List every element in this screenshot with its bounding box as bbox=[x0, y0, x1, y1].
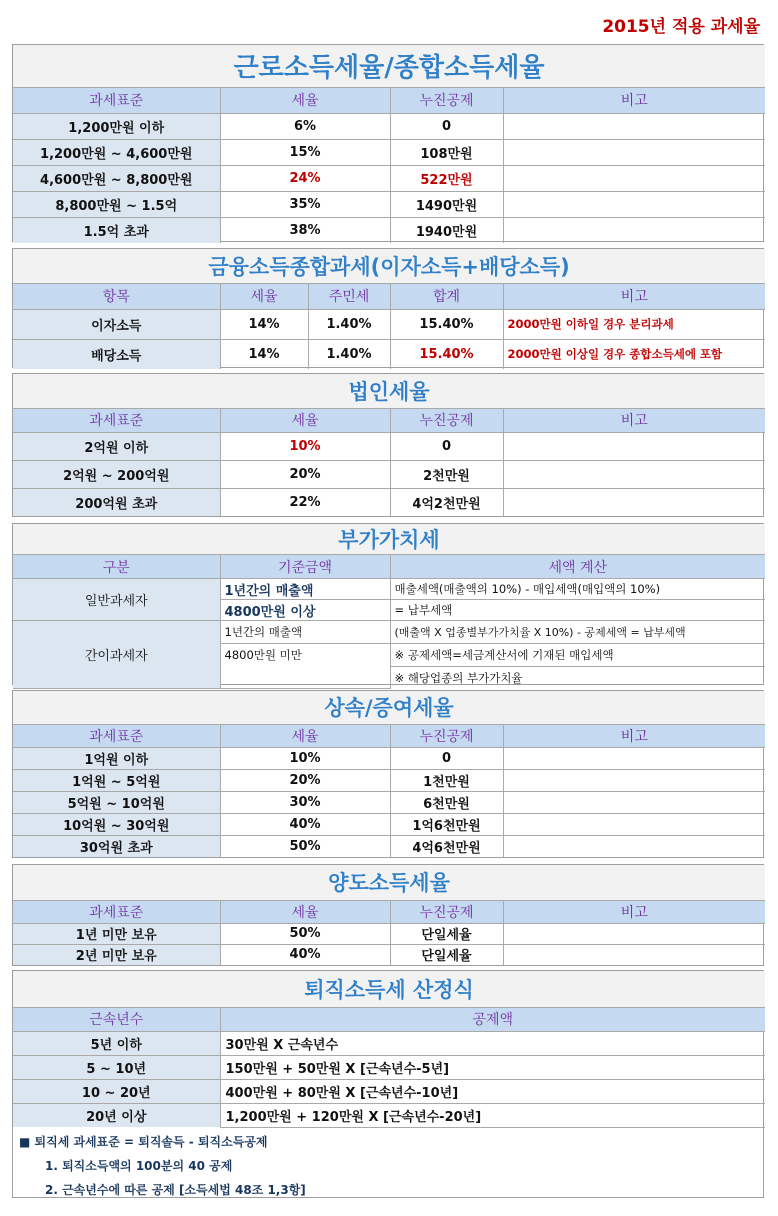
tax-note bbox=[503, 113, 765, 139]
table-row bbox=[13, 460, 765, 488]
tax-note bbox=[503, 944, 765, 965]
tax-deduction: 108만원 bbox=[390, 139, 503, 165]
tax-base: 2년 미만 보유 bbox=[13, 944, 220, 965]
tax-note bbox=[503, 165, 765, 191]
vat-calc: 매출세액(매출액의 10%) - 매입세액(매입액의 10%) bbox=[390, 579, 765, 600]
tax-rate: 40% bbox=[220, 944, 390, 965]
deduction-formula: 400만원 + 80만원 X [근속년수-10년] bbox=[220, 1079, 765, 1103]
col-header: 세율 bbox=[220, 724, 390, 747]
vat-calc: ※ 공제세액=세금계산서에 기재된 매입세액 bbox=[390, 644, 765, 667]
tax-base: 5억원 ~ 10억원 bbox=[13, 791, 220, 813]
tax-rate: 6% bbox=[220, 113, 390, 139]
col-header: 비고 bbox=[503, 87, 765, 113]
corporate-tax-section bbox=[12, 373, 764, 517]
tax-rate: 20% bbox=[220, 460, 390, 488]
col-header: 세율 bbox=[220, 408, 390, 432]
col-header: 과세표준 bbox=[13, 900, 220, 923]
tax-note bbox=[503, 432, 765, 460]
note-line: 2. 근속년수에 따른 공제 [소득세법 48조 1,3항] bbox=[45, 1182, 306, 1197]
table-row bbox=[13, 309, 765, 339]
vat-table bbox=[13, 524, 765, 689]
vat-calc: = 납부세액 bbox=[390, 600, 765, 621]
tax-rate: 35% bbox=[220, 191, 390, 217]
tax-note bbox=[503, 139, 765, 165]
corporate-tax-title: 법인세율 bbox=[13, 374, 765, 408]
retirement-tax-table bbox=[13, 971, 765, 1128]
tax-rate: 40% bbox=[220, 813, 390, 835]
tax-note bbox=[503, 813, 765, 835]
col-header: 구분 bbox=[13, 555, 220, 579]
inheritance-tax-section bbox=[12, 690, 764, 858]
tax-rate: 15% bbox=[220, 139, 390, 165]
retirement-notes bbox=[13, 1128, 763, 1204]
col-header: 항목 bbox=[13, 283, 220, 309]
service-years: 10 ~ 20년 bbox=[13, 1079, 220, 1103]
inheritance-tax-table bbox=[13, 691, 765, 857]
tax-base: 1,200만원 이하 bbox=[13, 113, 220, 139]
table-row bbox=[13, 139, 765, 165]
service-years: 5 ~ 10년 bbox=[13, 1055, 220, 1079]
vat-calc: (매출액 X 업종별부가가치율 X 10%) - 공제세액 = 납부세액 bbox=[390, 621, 765, 644]
table-row bbox=[13, 191, 765, 217]
vat-simplified-label: 간이과세자 bbox=[13, 621, 220, 689]
col-header: 누진공제 bbox=[390, 87, 503, 113]
tax-deduction: 2천만원 bbox=[390, 460, 503, 488]
tax-deduction: 0 bbox=[390, 113, 503, 139]
retirement-tax-section bbox=[12, 970, 764, 1198]
tax-note bbox=[503, 769, 765, 791]
vat-section bbox=[12, 523, 764, 685]
col-header: 합계 bbox=[390, 283, 503, 309]
col-header: 세액 계산 bbox=[390, 555, 765, 579]
table-row bbox=[13, 1103, 765, 1127]
inheritance-tax-title: 상속/증여세율 bbox=[13, 691, 765, 724]
total-rate: 15.40% bbox=[390, 309, 503, 339]
vat-criteria: 4800만원 미만 bbox=[220, 644, 390, 689]
note-line: 1. 퇴직소득액의 100분의 40 공제 bbox=[45, 1158, 233, 1173]
col-header: 과세표준 bbox=[13, 408, 220, 432]
vat-criteria: 4800만원 이상 bbox=[220, 600, 390, 621]
tax-base: 1.5억 초과 bbox=[13, 217, 220, 243]
tax-deduction: 522만원 bbox=[390, 165, 503, 191]
tax-deduction: 1490만원 bbox=[390, 191, 503, 217]
col-header: 비고 bbox=[503, 900, 765, 923]
col-header: 누진공제 bbox=[390, 900, 503, 923]
table-row bbox=[13, 621, 765, 644]
tax-rate: 50% bbox=[220, 835, 390, 857]
tax-note bbox=[503, 217, 765, 243]
table-row bbox=[13, 217, 765, 243]
income-tax-title: 근로소득세율/종합소득세율 bbox=[13, 45, 765, 87]
tax-deduction: 단일세율 bbox=[390, 923, 503, 944]
tax-note: 2000만원 이하일 경우 분리과세 bbox=[503, 309, 765, 339]
tax-note bbox=[503, 460, 765, 488]
income-tax-table bbox=[13, 45, 765, 243]
tax-base: 4,600만원 ~ 8,800만원 bbox=[13, 165, 220, 191]
vat-calc: ※ 해당업종의 부가가치율 bbox=[390, 667, 765, 689]
transfer-tax-title: 양도소득세율 bbox=[13, 865, 765, 900]
tax-base: 30억원 초과 bbox=[13, 835, 220, 857]
page-title: 2015년 적용 과세율 bbox=[602, 17, 760, 37]
transfer-tax-table bbox=[13, 865, 765, 965]
tax-deduction: 6천만원 bbox=[390, 791, 503, 813]
tax-rate: 10% bbox=[220, 747, 390, 769]
total-rate: 15.40% bbox=[390, 339, 503, 369]
tax-rate: 30% bbox=[220, 791, 390, 813]
tax-rate: 22% bbox=[220, 488, 390, 516]
tax-base: 1억원 ~ 5억원 bbox=[13, 769, 220, 791]
item-name: 이자소득 bbox=[13, 309, 220, 339]
table-row bbox=[13, 579, 765, 600]
financial-tax-title: 금융소득종합과세(이자소득+배당소득) bbox=[13, 249, 765, 283]
deduction-formula: 150만원 + 50만원 X [근속년수-5년] bbox=[220, 1055, 765, 1079]
table-row bbox=[13, 923, 765, 944]
tax-deduction: 0 bbox=[390, 432, 503, 460]
col-header: 비고 bbox=[503, 724, 765, 747]
col-header: 근속년수 bbox=[13, 1007, 220, 1031]
tax-rate: 24% bbox=[220, 165, 390, 191]
resident-tax: 1.40% bbox=[308, 309, 390, 339]
col-header: 비고 bbox=[503, 408, 765, 432]
table-row bbox=[13, 432, 765, 460]
table-row bbox=[13, 944, 765, 965]
vat-criteria: 1년간의 매출액 bbox=[220, 621, 390, 644]
table-row bbox=[13, 339, 765, 369]
col-header: 주민세 bbox=[308, 283, 390, 309]
col-header: 세율 bbox=[220, 87, 390, 113]
financial-tax-section bbox=[12, 248, 764, 368]
tax-base: 10억원 ~ 30억원 bbox=[13, 813, 220, 835]
tax-note bbox=[503, 747, 765, 769]
tax-deduction: 0 bbox=[390, 747, 503, 769]
tax-rate: 10% bbox=[220, 432, 390, 460]
tax-deduction: 단일세율 bbox=[390, 944, 503, 965]
col-header: 과세표준 bbox=[13, 724, 220, 747]
tax-note bbox=[503, 923, 765, 944]
tax-note bbox=[503, 191, 765, 217]
corporate-tax-table bbox=[13, 374, 765, 516]
col-header: 과세표준 bbox=[13, 87, 220, 113]
retirement-tax-title: 퇴직소득세 산정식 bbox=[13, 971, 765, 1007]
col-header: 기준금액 bbox=[220, 555, 390, 579]
table-row bbox=[13, 747, 765, 769]
tax-rate: 20% bbox=[220, 769, 390, 791]
table-row bbox=[13, 791, 765, 813]
col-header: 세율 bbox=[220, 900, 390, 923]
table-row bbox=[13, 1031, 765, 1055]
col-header: 세율 bbox=[220, 283, 308, 309]
financial-tax-table bbox=[13, 249, 765, 369]
col-header: 누진공제 bbox=[390, 724, 503, 747]
table-row bbox=[13, 835, 765, 857]
tax-rate: 14% bbox=[220, 339, 308, 369]
tax-rate: 50% bbox=[220, 923, 390, 944]
table-row bbox=[13, 113, 765, 139]
tax-note bbox=[503, 488, 765, 516]
service-years: 20년 이상 bbox=[13, 1103, 220, 1127]
service-years: 5년 이하 bbox=[13, 1031, 220, 1055]
tax-rate: 14% bbox=[220, 309, 308, 339]
tax-base: 1억원 이하 bbox=[13, 747, 220, 769]
item-name: 배당소득 bbox=[13, 339, 220, 369]
tax-base: 2억원 이하 bbox=[13, 432, 220, 460]
tax-base: 1년 미만 보유 bbox=[13, 923, 220, 944]
tax-base: 200억원 초과 bbox=[13, 488, 220, 516]
tax-deduction: 4억6천만원 bbox=[390, 835, 503, 857]
table-row bbox=[13, 1079, 765, 1103]
income-tax-section bbox=[12, 44, 764, 242]
tax-rate: 38% bbox=[220, 217, 390, 243]
vat-title: 부가가치세 bbox=[13, 524, 765, 555]
table-row bbox=[13, 165, 765, 191]
tax-note bbox=[503, 835, 765, 857]
table-row bbox=[13, 769, 765, 791]
vat-criteria: 1년간의 매출액 bbox=[220, 579, 390, 600]
tax-base: 8,800만원 ~ 1.5억 bbox=[13, 191, 220, 217]
col-header: 공제액 bbox=[220, 1007, 765, 1031]
tax-note: 2000만원 이상일 경우 종합소득세에 포함 bbox=[503, 339, 765, 369]
tax-base: 2억원 ~ 200억원 bbox=[13, 460, 220, 488]
deduction-formula: 1,200만원 + 120만원 X [근속년수-20년] bbox=[220, 1103, 765, 1127]
transfer-tax-section bbox=[12, 864, 764, 966]
tax-deduction: 1940만원 bbox=[390, 217, 503, 243]
table-row bbox=[13, 813, 765, 835]
table-row bbox=[13, 1055, 765, 1079]
resident-tax: 1.40% bbox=[308, 339, 390, 369]
tax-deduction: 4억2천만원 bbox=[390, 488, 503, 516]
col-header: 비고 bbox=[503, 283, 765, 309]
table-row bbox=[13, 488, 765, 516]
tax-note bbox=[503, 791, 765, 813]
deduction-formula: 30만원 X 근속년수 bbox=[220, 1031, 765, 1055]
col-header: 누진공제 bbox=[390, 408, 503, 432]
note-line: ■ 퇴직세 과세표준 = 퇴직솔득 - 퇴직소득공제 bbox=[19, 1134, 268, 1149]
tax-deduction: 1억6천만원 bbox=[390, 813, 503, 835]
tax-base: 1,200만원 ~ 4,600만원 bbox=[13, 139, 220, 165]
vat-general-label: 일반과세자 bbox=[13, 579, 220, 621]
tax-deduction: 1천만원 bbox=[390, 769, 503, 791]
